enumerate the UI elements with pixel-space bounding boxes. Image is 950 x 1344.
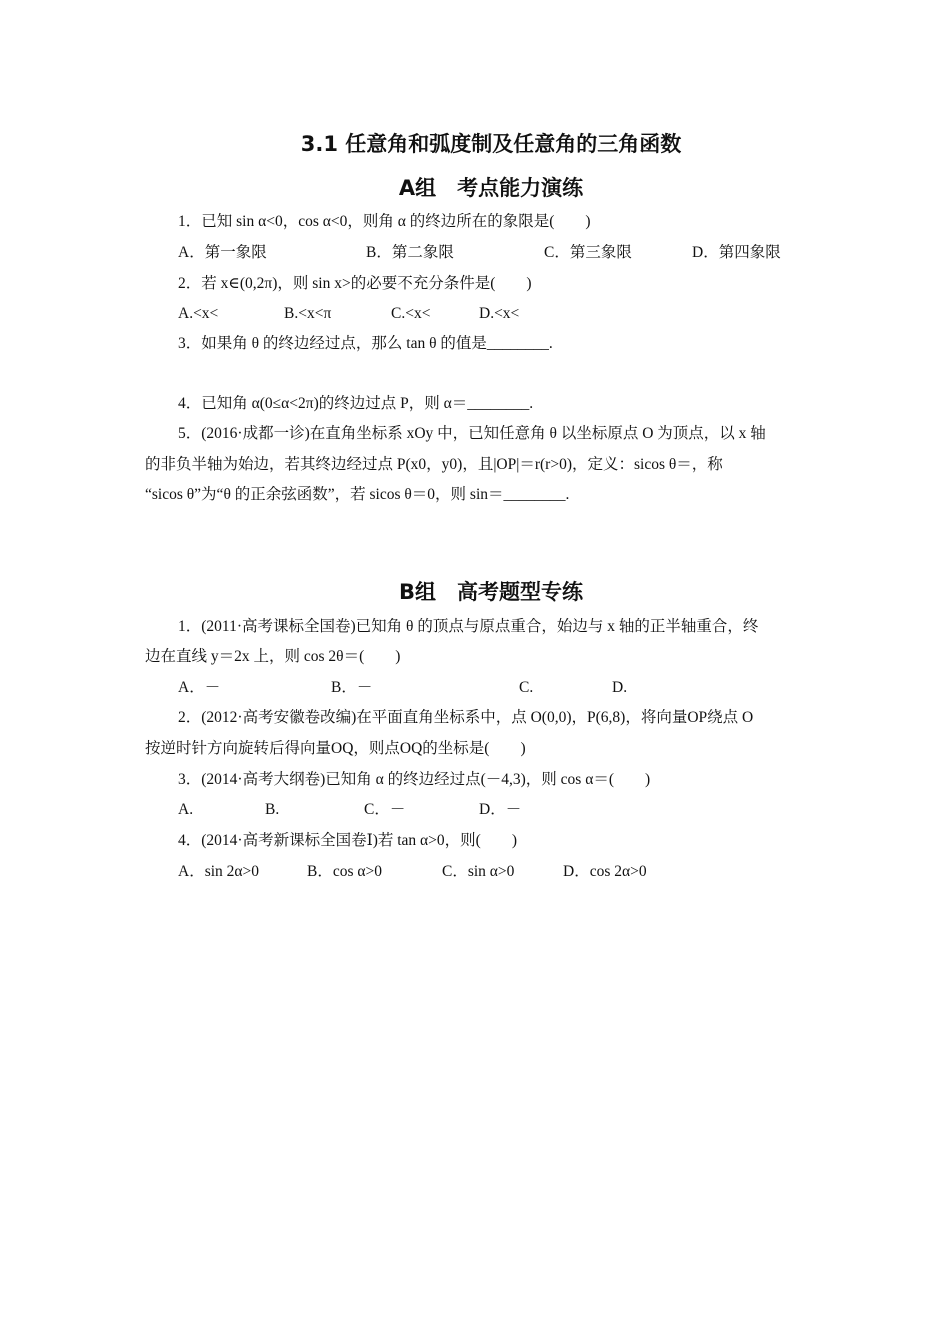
b-q1-option: C.	[519, 679, 534, 696]
b-q1-line2: 边在直线 y＝2x 上，则 cos 2θ＝( )	[145, 648, 401, 665]
b-q4-option: C．sin α>0	[442, 863, 515, 880]
b-q1-line1: 1．(2011·高考课标全国卷)已知角 θ 的顶点与原点重合，始边与 x 轴的正半轴重合，终	[178, 618, 759, 635]
b-q1-option: A．－	[178, 679, 221, 696]
b-q3-option: A.	[178, 801, 194, 818]
b-q1-option: D.	[612, 679, 628, 696]
a-q5-line3: “sicos θ”为“θ 的正余弦函数”，若 sicos θ＝0，则 sin＝________.	[145, 486, 570, 503]
b-q4-option: D．cos 2α>0	[563, 863, 647, 880]
a-q4-text: 4．已知角 α(0≤α<2π)的终边过点 P，则 α＝________.	[178, 395, 534, 412]
group-b-heading: B组 高考题型专练	[398, 580, 583, 604]
b-q4-text: 4．(2014·高考新课标全国卷Ⅰ)若 tan α>0，则( )	[178, 832, 517, 849]
b-q3-option: D．－	[479, 801, 522, 818]
a-q1-option: C．第三象限	[544, 244, 632, 261]
a-q1-text: 1．已知 sin α<0，cos α<0，则角 α 的终边所在的象限是( )	[178, 213, 591, 230]
a-q2-option: C.<x<	[391, 305, 431, 322]
a-q5-line2: 的非负半轴为始边，若其终边经过点 P(x0，y0)，且|OP|＝r(r>0)，定义：sicos θ＝，称	[145, 456, 723, 473]
a-q3-text: 3．如果角 θ 的终边经过点，那么 tan θ 的值是________.	[178, 335, 553, 352]
b-q3-option: C．－	[364, 801, 406, 818]
page-title: 3.1 任意角和弧度制及任意角的三角函数	[300, 132, 682, 156]
b-q3-text: 3．(2014·高考大纲卷)已知角 α 的终边经过点(－4,3)，则 cos α＝( )	[178, 771, 651, 788]
b-q4-option: A．sin 2α>0	[178, 863, 260, 880]
a-q2-option: B.<x<π	[284, 305, 332, 322]
a-q1-option: A．第一象限	[178, 244, 267, 261]
a-q1-option: B．第二象限	[366, 244, 454, 261]
a-q2-text: 2．若 x∈(0,2π)，则 sin x>的必要不充分条件是( )	[178, 275, 532, 292]
b-q2-line2: 按逆时针方向旋转后得向量OQ，则点OQ的坐标是( )	[145, 740, 526, 757]
b-q1-option: B．－	[331, 679, 373, 696]
a-q2-option: D.<x<	[479, 305, 520, 322]
b-q4-option: B．cos α>0	[307, 863, 382, 880]
group-a-heading: A组 考点能力演练	[398, 176, 584, 200]
a-q5-line1: 5．(2016·成都一诊)在直角坐标系 xOy 中，已知任意角 θ 以坐标原点 O 为顶点，以 x 轴	[178, 425, 766, 442]
b-q2-line1: 2．(2012·高考安徽卷改编)在平面直角坐标系中，点 O(0,0)，P(6,8)，将向量OP绕点 O	[178, 709, 754, 726]
a-q2-option: A.<x<	[178, 305, 219, 322]
a-q1-option: D．第四象限	[692, 244, 781, 261]
b-q3-option: B.	[265, 801, 280, 818]
